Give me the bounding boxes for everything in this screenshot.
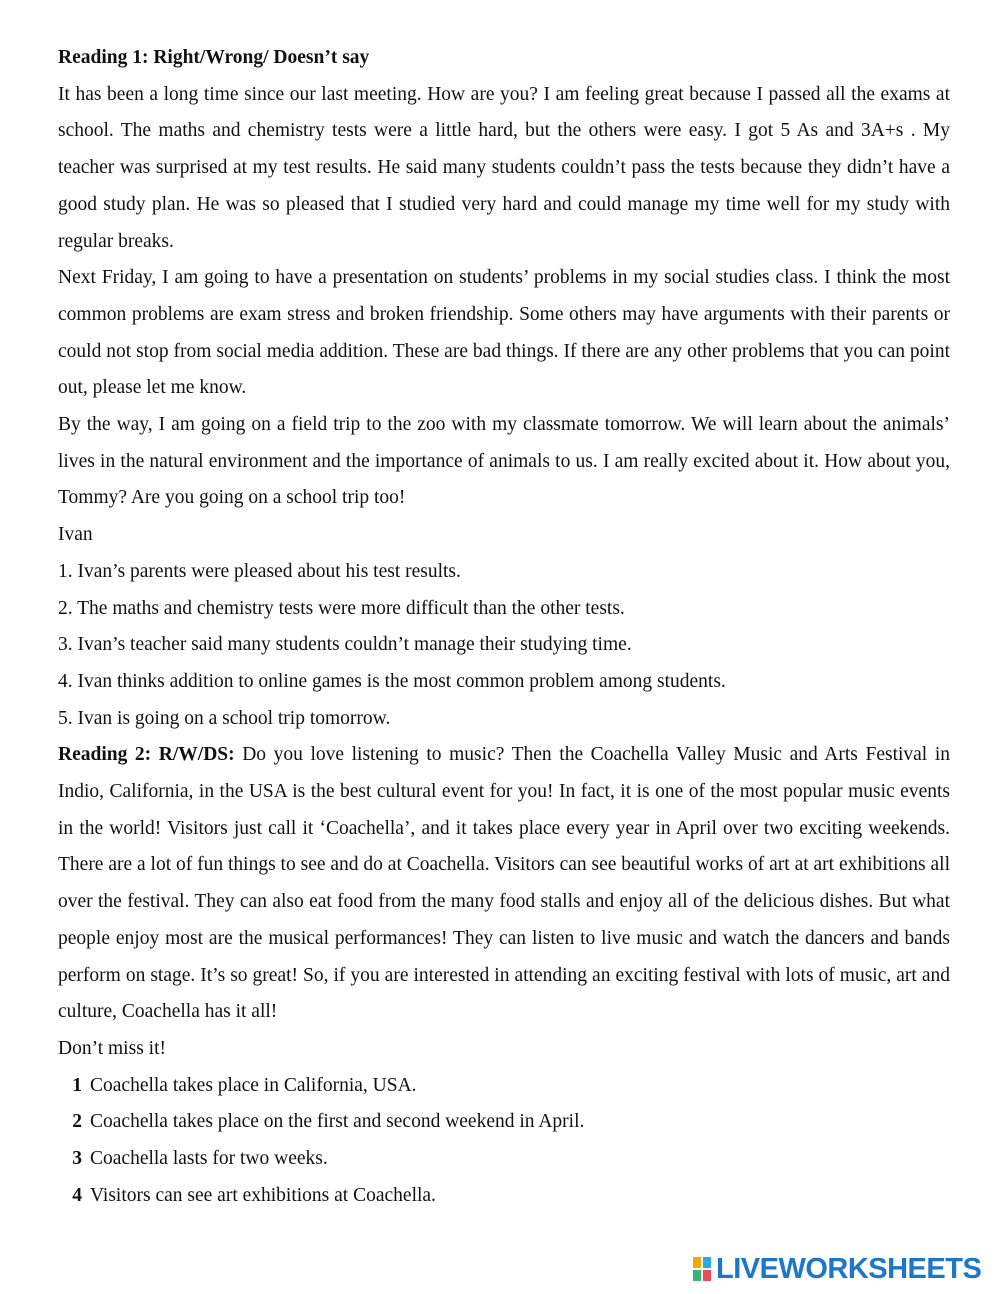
statement-text: Coachella takes place on the first and second weekend in April.: [90, 1111, 585, 1133]
statement-text: Coachella lasts for two weeks.: [90, 1148, 328, 1170]
reading2-statement-1: [58, 1068, 950, 1105]
statement-number: 3: [72, 1148, 82, 1170]
reading2-title: Reading 2: R/W/DS:: [58, 744, 235, 766]
reading1-title: Reading 1: Right/Wrong/ Doesn’t say: [58, 47, 370, 68]
liveworksheets-logo: [692, 1254, 988, 1284]
statement-number: 2: [72, 1111, 82, 1133]
reading1-statement-1: 1. Ivan’s parents were pleased about his test results.: [58, 560, 461, 582]
logo-block: [692, 1269, 702, 1282]
reading2-statement-4: [58, 1178, 950, 1215]
reading2-paragraph: [58, 737, 950, 1031]
reading1-paragraph-3: By the way, I am going on a field trip to the zoo with my classmate tomorrow. We will learn about the animals’ lives in the natural environment and the importance of animals to us. I am really excited about it. How about you, Tommy? Are you going on a school trip too!: [58, 414, 950, 509]
reading1-paragraph-2: Next Friday, I am going to have a presentation on students’ problems in my social studies class. I think the most common problems are exam stress and broken friendship. Some others may have arguments with their parents or could not stop from social media addition. These are bad things. If there are any other problems that you can point out, please let me know.: [58, 267, 950, 399]
worksheet-page: [58, 40, 950, 1215]
reading2-statement-2: [58, 1104, 950, 1141]
logo-text: LIVEWORKSHEETS: [716, 1252, 982, 1285]
statement-text: Coachella takes place in California, USA.: [90, 1074, 417, 1096]
statement-number: 1: [72, 1074, 82, 1096]
reading1-statement-2: 2. The maths and chemistry tests were more difficult than the other tests.: [58, 597, 625, 619]
statement-text: Visitors can see art exhibitions at Coachella.: [90, 1184, 436, 1206]
logo-blocks-icon: [692, 1256, 712, 1282]
reading1-statement-4: 4. Ivan thinks addition to online games is the most common problem among students.: [58, 670, 726, 692]
reading1-statement-3: 3. Ivan’s teacher said many students couldn’t manage their studying time.: [58, 634, 632, 656]
reading2-text: Do you love listening to music? Then the Coachella Valley Music and Arts Festival in Indio, California, in the USA is the best cultural event for you! In fact, it is one of the most popular music events in the world! Visitors just call it ‘Coachella’, and it takes place every year in April over two exciting weekends. There are a lot of fun things to see and do at Coachella. Visitors can see beautiful works of art at art exhibitions all over the festival. They can also eat food from the many food stalls and enjoy all of the delicious dishes. But what people enjoy most are the musical performances! They can listen to live music and watch the dancers and bands perform on stage. It’s so great! So, if you are interested in attending an exciting festival with lots of music, art and culture, Coachella has it all!: [58, 744, 950, 1023]
reading1-paragraph-1: It has been a long time since our last meeting. How are you? I am feeling great because I passed all the exams at school. The maths and chemistry tests were a little hard, but the others were easy. I got 5 As and 3A+s . My teacher was surprised at my test results. He said many students couldn’t pass the tests because they didn’t have a good study plan. He was so pleased that I studied very hard and could manage my time well for my study with regular breaks.: [58, 83, 950, 252]
reading1-statement-5: 5. Ivan is going on a school trip tomorrow.: [58, 707, 391, 729]
reading2-statement-3: [58, 1141, 950, 1178]
logo-block: [692, 1256, 702, 1269]
statement-number: 4: [72, 1184, 82, 1206]
reading1-signature: Ivan: [58, 524, 93, 546]
reading2-closing: Don’t miss it!: [58, 1037, 166, 1059]
logo-block: [702, 1269, 712, 1282]
logo-block: [702, 1256, 712, 1269]
